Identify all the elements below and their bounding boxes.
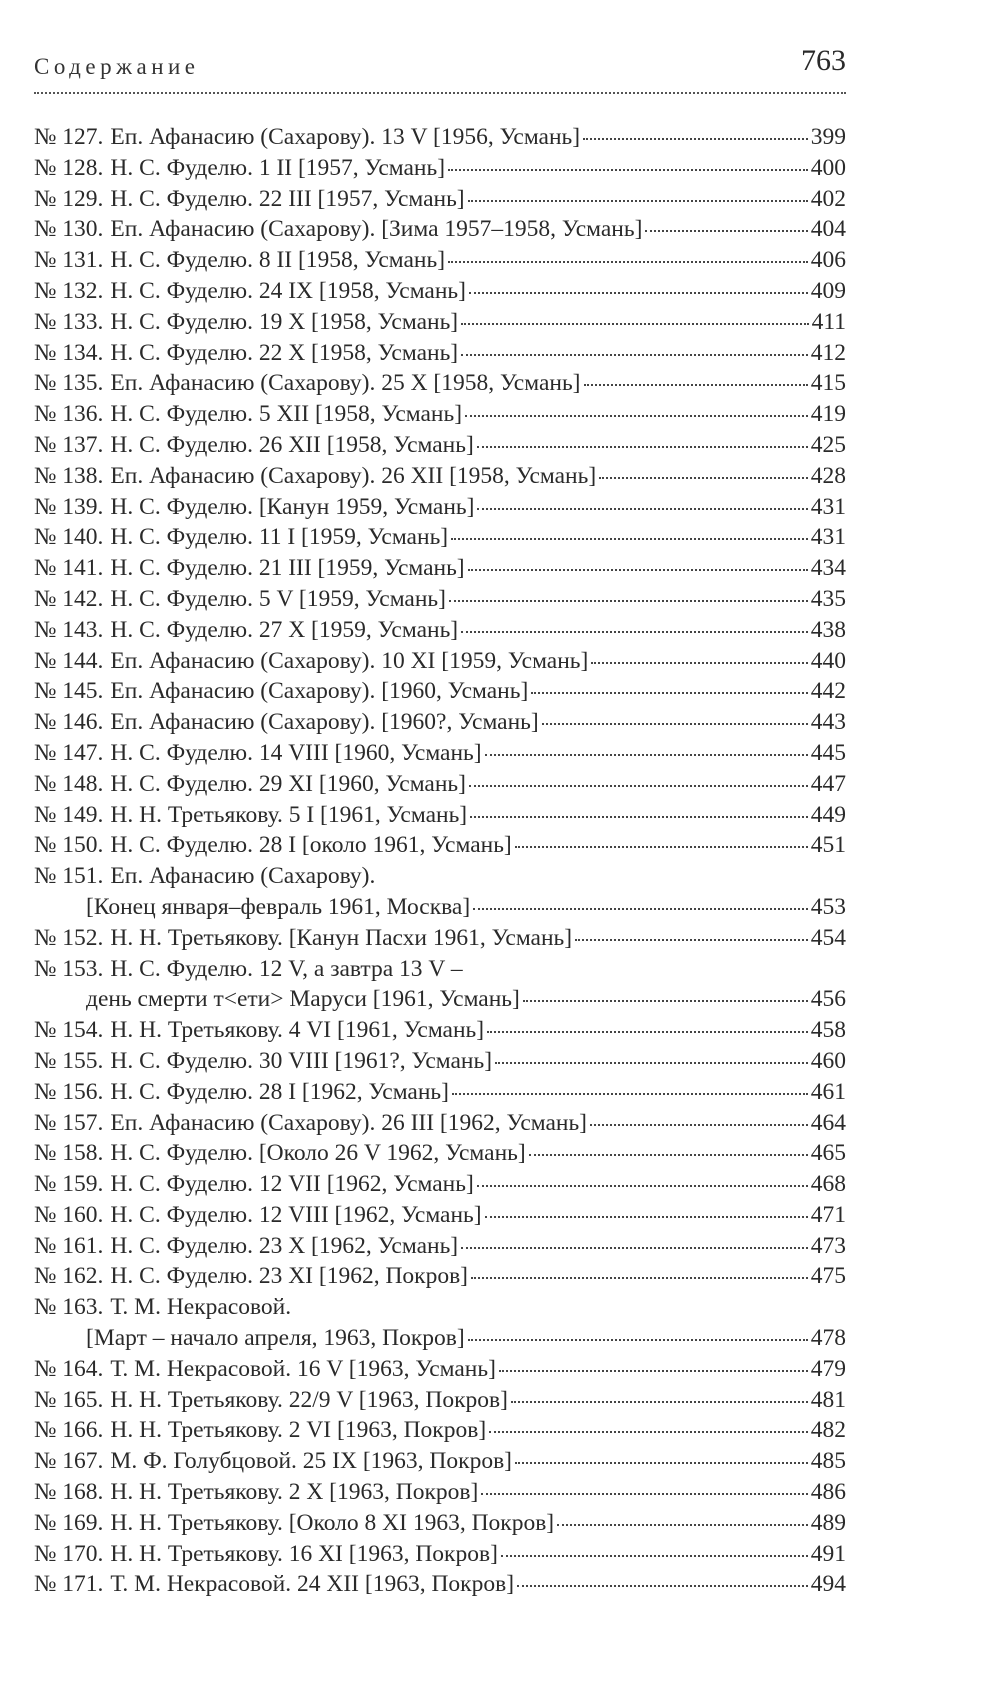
dot-leader — [468, 1339, 808, 1341]
letter-title: Н. Н. Третьякову. 2 X [1963, Покров] — [110, 1479, 479, 1506]
toc-entry-line — [34, 553, 846, 584]
toc-page-number: 460 — [810, 1047, 846, 1074]
toc-entry-line — [34, 861, 846, 892]
letter-number: № 147. — [34, 739, 104, 766]
toc-page-number: 400 — [810, 154, 846, 181]
letter-title: Н. Н. Третьякову. 22/9 V [1963, Покров] — [110, 1386, 508, 1413]
letter-title: Н. С. Фуделю. 28 I [около 1961, Усмань] — [110, 832, 512, 859]
letter-title: Т. М. Некрасовой. — [110, 1294, 292, 1321]
toc-page-number: 464 — [810, 1109, 846, 1136]
letter-number: № 129. — [34, 185, 104, 212]
dot-leader — [469, 292, 808, 294]
toc-page-number: 399 — [810, 124, 846, 150]
toc-entry — [34, 553, 846, 584]
letter-title: Еп. Афанасию (Сахарову). [1960, Усмань] — [110, 678, 529, 705]
letter-title: Н. С. Фуделю. 26 XII [1958, Усмань] — [110, 431, 474, 458]
toc-entry-line — [34, 184, 846, 215]
toc-entry — [34, 800, 846, 831]
letter-number: № 149. — [34, 801, 104, 828]
toc-page-number: 404 — [810, 216, 846, 243]
toc-entry — [34, 153, 846, 184]
letter-title: М. Ф. Голубцовой. 25 IX [1963, Покров] — [110, 1448, 512, 1475]
dot-leader — [489, 1431, 808, 1433]
letter-number: № 167. — [34, 1448, 104, 1475]
letter-number: № 132. — [34, 277, 104, 304]
toc-page-number: 412 — [810, 339, 846, 366]
letter-number: № 133. — [34, 308, 104, 335]
toc-entry — [34, 1354, 846, 1385]
letter-title: Н. С. Фуделю. 21 III [1959, Усмань] — [110, 555, 465, 582]
letter-title: Еп. Афанасию (Сахарову). — [110, 863, 376, 890]
toc-entry — [34, 214, 846, 245]
letter-title: Еп. Афанасию (Сахарову). 25 X [1958, Усмань] — [110, 370, 581, 397]
toc-entry — [34, 1261, 846, 1292]
letter-number: № 161. — [34, 1232, 104, 1259]
dot-leader — [469, 785, 808, 787]
toc-entry-line — [34, 461, 846, 492]
toc-entry-line — [34, 1046, 846, 1077]
letter-number: № 151. — [34, 863, 104, 890]
letter-number: № 130. — [34, 216, 104, 243]
letter-number: № 143. — [34, 616, 104, 643]
dot-leader — [461, 1247, 808, 1249]
dot-leader — [468, 200, 808, 202]
toc-entry — [34, 245, 846, 276]
dot-leader — [557, 1524, 808, 1526]
letter-number: № 142. — [34, 585, 104, 612]
toc-entry — [34, 584, 846, 615]
letter-title: Н. С. Фуделю. 1 II [1957, Усмань] — [110, 154, 446, 181]
letter-number: № 134. — [34, 339, 104, 366]
dot-leader — [477, 1185, 808, 1187]
letter-title: Н. Н. Третьякову. 2 VI [1963, Покров] — [110, 1417, 487, 1444]
letter-title: Н. С. Фуделю. 14 VIII [1960, Усмань] — [110, 739, 482, 766]
dot-leader — [523, 1000, 808, 1002]
toc-page-number: 402 — [810, 185, 846, 212]
dot-leader — [645, 230, 807, 232]
toc-entry-line — [34, 1569, 846, 1600]
dot-leader — [473, 908, 808, 910]
toc-entry-line — [34, 1077, 846, 1108]
toc-entry-line — [34, 1385, 846, 1416]
toc-page-number: 428 — [810, 462, 846, 489]
letter-number: № 138. — [34, 462, 104, 489]
toc-entry-line — [34, 646, 846, 677]
dot-leader — [590, 1124, 808, 1126]
toc-entry-line — [34, 522, 846, 553]
letter-title: Н. С. Фуделю. 24 IX [1958, Усмань] — [110, 277, 466, 304]
toc-entry-line — [34, 307, 846, 338]
letter-number: № 135. — [34, 370, 104, 397]
toc-page-number: 442 — [810, 678, 846, 705]
letter-number: № 154. — [34, 1017, 104, 1044]
toc-page-number: 431 — [810, 493, 846, 520]
letter-number: № 153. — [34, 955, 104, 982]
letter-title: Н. С. Фуделю. 29 XI [1960, Усмань] — [110, 770, 466, 797]
dot-leader — [451, 538, 808, 540]
letter-title: Н. С. Фуделю. 19 X [1958, Усмань] — [110, 308, 459, 335]
toc-entry — [34, 1231, 846, 1262]
toc-entry-line — [34, 153, 846, 184]
dot-leader — [515, 846, 808, 848]
letter-title: Еп. Афанасию (Сахарову). 10 XI [1959, Усмань] — [110, 647, 589, 674]
toc-entry-line — [34, 122, 846, 153]
toc-page-number: 431 — [810, 524, 846, 551]
letter-number: № 171. — [34, 1571, 104, 1598]
toc-page-number: 479 — [810, 1355, 846, 1382]
letter-number: № 148. — [34, 770, 104, 797]
toc-entry-line — [34, 1539, 846, 1570]
table-of-contents — [34, 122, 846, 1600]
letter-title: Н. С. Фуделю. 22 III [1957, Усмань] — [110, 185, 465, 212]
toc-page-number: 494 — [810, 1571, 846, 1598]
letter-number: № 169. — [34, 1509, 104, 1536]
dot-leader — [591, 662, 807, 664]
toc-entry-line — [34, 1169, 846, 1200]
letter-title: Н. С. Фуделю. 28 I [1962, Усмань] — [110, 1078, 449, 1105]
toc-entry — [34, 1385, 846, 1416]
toc-page-number: 465 — [810, 1140, 846, 1167]
dot-leader — [452, 1093, 808, 1095]
toc-entry — [34, 276, 846, 307]
dot-leader — [501, 1555, 808, 1557]
page-number: 763 — [801, 44, 846, 77]
toc-entry — [34, 461, 846, 492]
letter-title: Н. С. Фуделю. 27 X [1959, Усмань] — [110, 616, 459, 643]
dot-leader — [471, 1277, 808, 1279]
toc-entry-line — [34, 1354, 846, 1385]
letter-title: Еп. Афанасию (Сахарову). [Зима 1957–1958, Усмань] — [110, 216, 643, 243]
toc-entry-line — [34, 584, 846, 615]
dot-leader — [477, 508, 807, 510]
toc-entry-line — [34, 245, 846, 276]
toc-page-number: 451 — [810, 832, 846, 859]
letter-title: Н. С. Фуделю. 5 V [1959, Усмань] — [110, 585, 446, 612]
toc-page-number: 454 — [810, 924, 846, 951]
toc-entry-line — [34, 276, 846, 307]
toc-entry — [34, 615, 846, 646]
toc-page-number: 478 — [810, 1325, 846, 1352]
toc-entry — [34, 830, 846, 861]
dot-leader — [511, 1401, 808, 1403]
dot-leader — [529, 1154, 808, 1156]
toc-entry-line — [34, 368, 846, 399]
dot-leader — [499, 1370, 808, 1372]
letter-number: № 128. — [34, 154, 104, 181]
letter-number: № 145. — [34, 678, 104, 705]
toc-page-number: 458 — [810, 1017, 846, 1044]
toc-entry — [34, 184, 846, 215]
dot-leader — [448, 261, 808, 263]
letter-number: № 156. — [34, 1078, 104, 1105]
toc-page-number: 461 — [810, 1078, 846, 1105]
letter-number: № 158. — [34, 1140, 104, 1167]
letter-title: Н. С. Фуделю. 12 VII [1962, Усмань] — [110, 1171, 474, 1198]
toc-entry — [34, 954, 846, 1016]
toc-entry-line — [34, 1108, 846, 1139]
toc-page-number: 482 — [810, 1417, 846, 1444]
letter-number: № 141. — [34, 555, 104, 582]
letter-title: Н. С. Фуделю. [Около 26 V 1962, Усмань] — [110, 1140, 526, 1167]
letter-title: Н. С. Фуделю. 12 V, а завтра 13 V – — [110, 955, 463, 982]
dot-leader — [481, 1493, 807, 1495]
toc-entry-line — [34, 923, 846, 954]
letter-title: Н. С. Фуделю. 5 XII [1958, Усмань] — [110, 401, 463, 428]
toc-entry — [34, 522, 846, 553]
letter-title: Н. С. Фуделю. 23 X [1962, Усмань] — [110, 1232, 459, 1259]
letter-number: № 166. — [34, 1417, 104, 1444]
toc-entry-continuation — [34, 984, 846, 1015]
letter-number: № 140. — [34, 524, 104, 551]
toc-entry-line — [34, 615, 846, 646]
toc-entry-line — [34, 1015, 846, 1046]
letter-title: Н. С. Фуделю. 12 VIII [1962, Усмань] — [110, 1201, 482, 1228]
dot-leader — [599, 477, 808, 479]
toc-entry-line — [34, 1415, 846, 1446]
letter-number: № 146. — [34, 709, 104, 736]
toc-entry-line — [34, 769, 846, 800]
toc-entry — [34, 1015, 846, 1046]
letter-title: Н. С. Фуделю. 23 XI [1962, Покров] — [110, 1263, 469, 1290]
toc-entry-line — [34, 1231, 846, 1262]
toc-entry-line — [34, 1261, 846, 1292]
letter-number: № 137. — [34, 431, 104, 458]
toc-page-number: 425 — [810, 431, 846, 458]
letter-number: № 163. — [34, 1294, 104, 1321]
toc-entry — [34, 1415, 846, 1446]
toc-page-number: 471 — [810, 1201, 846, 1228]
toc-page-number: 473 — [810, 1232, 846, 1259]
toc-page-number: 409 — [810, 277, 846, 304]
toc-entry — [34, 1200, 846, 1231]
toc-page-number: 419 — [810, 401, 846, 428]
letter-number: № 136. — [34, 401, 104, 428]
letter-number: № 150. — [34, 832, 104, 859]
letter-title: Н. Н. Третьякову. 16 XI [1963, Покров] — [110, 1540, 498, 1567]
dot-leader — [531, 692, 807, 694]
toc-entry-continuation — [34, 1323, 846, 1354]
letter-title: Н. С. Фуделю. 22 X [1958, Усмань] — [110, 339, 459, 366]
letter-number: № 127. — [34, 124, 104, 150]
toc-entry — [34, 923, 846, 954]
toc-page-number: 481 — [810, 1386, 846, 1413]
dot-leader — [477, 446, 808, 448]
toc-page-number: 445 — [810, 739, 846, 766]
toc-entry — [34, 1477, 846, 1508]
toc-entry-line — [34, 1508, 846, 1539]
letter-title: день смерти т<ети> Маруси [1961, Усмань] — [86, 986, 520, 1013]
dot-leader — [517, 1585, 808, 1587]
letter-number: № 157. — [34, 1109, 104, 1136]
toc-page-number: 447 — [810, 770, 846, 797]
toc-entry-line — [34, 1200, 846, 1231]
toc-entry-line — [34, 492, 846, 523]
letter-title: Еп. Афанасию (Сахарову). 13 V [1956, Усмань] — [110, 124, 581, 150]
letter-title: Еп. Афанасию (Сахарову). 26 XII [1958, Усмань] — [110, 462, 597, 489]
dot-leader — [487, 1031, 808, 1033]
dot-leader — [448, 169, 808, 171]
toc-entry — [34, 1508, 846, 1539]
toc-entry — [34, 307, 846, 338]
dot-leader — [575, 939, 808, 941]
dot-leader — [449, 600, 808, 602]
toc-page-number: 486 — [810, 1479, 846, 1506]
dot-leader — [542, 723, 808, 725]
toc-entry-line — [34, 1292, 846, 1323]
toc-page-number: 411 — [811, 308, 846, 335]
toc-entry — [34, 430, 846, 461]
letter-title: Т. М. Некрасовой. 16 V [1963, Усмань] — [110, 1355, 496, 1382]
toc-entry — [34, 1446, 846, 1477]
toc-entry — [34, 738, 846, 769]
letter-number: № 131. — [34, 247, 104, 274]
toc-entry-line — [34, 399, 846, 430]
letter-number: № 152. — [34, 924, 104, 951]
toc-entry — [34, 1108, 846, 1139]
toc-entry-line — [34, 1446, 846, 1477]
toc-entry — [34, 1539, 846, 1570]
letter-number: № 155. — [34, 1047, 104, 1074]
toc-entry — [34, 861, 846, 923]
toc-entry — [34, 1077, 846, 1108]
running-head — [34, 46, 846, 94]
letter-number: № 139. — [34, 493, 104, 520]
toc-page-number: 489 — [810, 1509, 846, 1536]
dot-leader — [461, 354, 808, 356]
dot-leader — [465, 415, 808, 417]
toc-entry-line — [34, 800, 846, 831]
toc-entry — [34, 368, 846, 399]
letter-title: Н. Н. Третьякову. 5 I [1961, Усмань] — [110, 801, 468, 828]
toc-page-number: 443 — [810, 709, 846, 736]
toc-entry-line — [34, 430, 846, 461]
toc-page-number: 485 — [810, 1448, 846, 1475]
toc-entry-line — [34, 338, 846, 369]
toc-entry — [34, 1292, 846, 1354]
letter-title: Т. М. Некрасовой. 24 XII [1963, Покров] — [110, 1571, 515, 1598]
toc-entry-line — [34, 1138, 846, 1169]
toc-entry — [34, 1046, 846, 1077]
toc-page-number: 468 — [810, 1171, 846, 1198]
letter-title: Н. Н. Третьякову. [Канун Пасхи 1961, Усмань] — [110, 924, 573, 951]
toc-entry — [34, 492, 846, 523]
section-title: Содержание — [34, 54, 200, 79]
dot-leader — [583, 138, 808, 140]
toc-page-number: 475 — [810, 1263, 846, 1290]
toc-page-number: 434 — [810, 555, 846, 582]
letter-title: Еп. Афанасию (Сахарову). 26 III [1962, Усмань] — [110, 1109, 588, 1136]
toc-page-number: 435 — [810, 585, 846, 612]
letter-title: Н. С. Фуделю. [Канун 1959, Усмань] — [110, 493, 475, 520]
toc-entry-line — [34, 707, 846, 738]
toc-page-number: 449 — [810, 801, 846, 828]
dot-leader — [468, 569, 808, 571]
toc-entry — [34, 676, 846, 707]
toc-page-number: 438 — [810, 616, 846, 643]
letter-number: № 159. — [34, 1171, 104, 1198]
dot-leader — [584, 384, 808, 386]
letter-title: [Март – начало апреля, 1963, Покров] — [86, 1325, 465, 1352]
letter-number: № 165. — [34, 1386, 104, 1413]
toc-page-number: 453 — [810, 893, 846, 920]
dot-leader — [461, 631, 808, 633]
toc-entry — [34, 646, 846, 677]
toc-entry-line — [34, 738, 846, 769]
toc-entry-line — [34, 676, 846, 707]
dot-leader — [470, 816, 808, 818]
toc-entry — [34, 1138, 846, 1169]
toc-page-number: 415 — [810, 370, 846, 397]
letter-title: Н. С. Фуделю. 11 I [1959, Усмань] — [110, 524, 449, 551]
dot-leader — [485, 1216, 808, 1218]
toc-entry-line — [34, 1477, 846, 1508]
letter-number: № 170. — [34, 1540, 104, 1567]
letter-number: № 160. — [34, 1201, 104, 1228]
dot-leader — [495, 1062, 808, 1064]
toc-page-number: 456 — [810, 986, 846, 1013]
letter-number: № 164. — [34, 1355, 104, 1382]
letter-title: Н. С. Фуделю. 30 VIII [1961?, Усмань] — [110, 1047, 493, 1074]
letter-title: Н. С. Фуделю. 8 II [1958, Усмань] — [110, 247, 446, 274]
letter-title: Еп. Афанасию (Сахарову). [1960?, Усмань] — [110, 709, 539, 736]
letter-number: № 144. — [34, 647, 104, 674]
dot-leader — [485, 754, 808, 756]
letter-number: № 168. — [34, 1479, 104, 1506]
dot-leader — [515, 1462, 808, 1464]
toc-entry — [34, 1569, 846, 1600]
toc-entry — [34, 338, 846, 369]
toc-entry — [34, 122, 846, 153]
dot-leader — [461, 323, 808, 325]
toc-entry-line — [34, 954, 846, 985]
letter-title: [Конец января–февраль 1961, Москва] — [86, 893, 471, 920]
toc-entry-line — [34, 214, 846, 245]
letter-title: Н. Н. Третьякову. 4 VI [1961, Усмань] — [110, 1017, 485, 1044]
toc-entry — [34, 707, 846, 738]
toc-page-number: 440 — [810, 647, 846, 674]
toc-page-number: 491 — [810, 1540, 846, 1567]
toc-page-number: 406 — [810, 247, 846, 274]
toc-entry — [34, 1169, 846, 1200]
toc-entry — [34, 769, 846, 800]
toc-entry-continuation — [34, 892, 846, 923]
letter-number: № 162. — [34, 1263, 104, 1290]
toc-entry — [34, 399, 846, 430]
toc-entry-line — [34, 830, 846, 861]
letter-title: Н. Н. Третьякову. [Около 8 XI 1963, Покров] — [110, 1509, 555, 1536]
